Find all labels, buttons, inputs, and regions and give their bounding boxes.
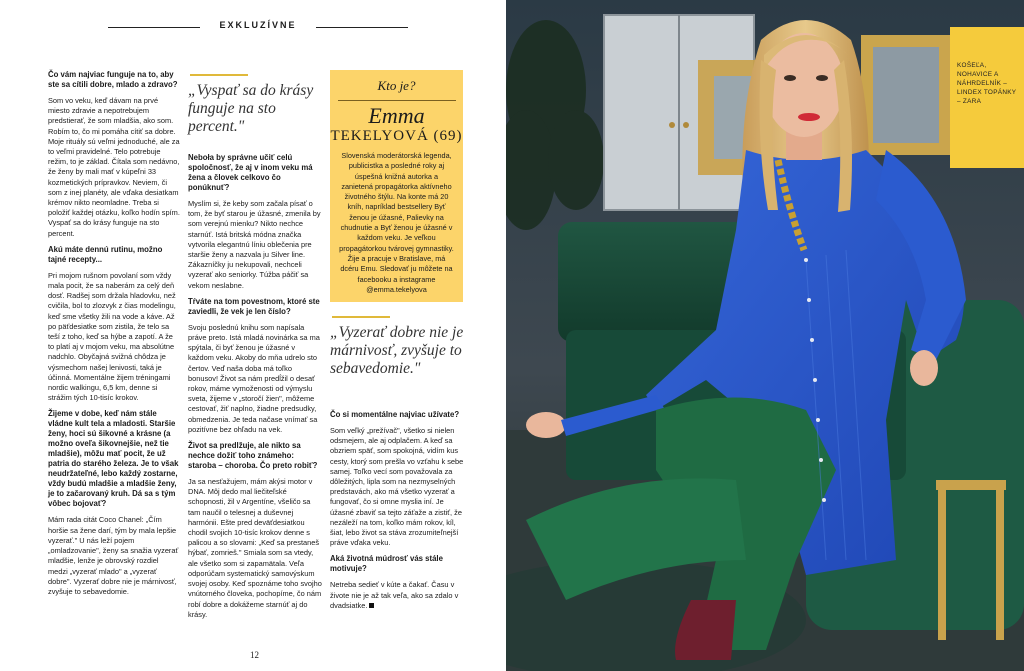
answer-text: Svoju poslednú knihu som napísala práve preto. Istá mladá novinárka sa ma spýtala, či byť ženou je úžasné v každom veku. Akoby do mňa udrelo sto čertov. Veď naša doba má toľko bonusov! Život sa nám predĺžil o desať rokov, máme vymoženosti od výmyslu sveta, žijeme v „storočí žien", môžeme cestovať, žiť naplno, žiadne predsudky, obmedzenia. Je teda načase vnímať sa pozitívne bez ohľadu na vek. (188, 322, 320, 434)
article-column-1 (48, 70, 180, 603)
quote-accent-bar (190, 74, 248, 76)
answer-text: Pri mojom rušnom povolaní som vždy mala pocit, že sa naberám za celý deň dosť. Radšej som držala hladovku, než cvičila, bol to zlozvyk z čias modelingu, keď sme všetky žili na vode a káve. Až po päťdesiatke som zistila, že telo sa teší z toho, keď sa hýbe a zapotí. A že to platí aj v mojom veku, ma absolútne nadchlo. Obyčajná svižná chôdza je výsmechom našej lenivosti, taká je účinná. Momentálne žijem tréningami nordic walkingu, 6,5 km, denne si strážim tých 10-tisíc krokov. (48, 270, 176, 403)
question-heading: Čo si momentálne najviac užívate? (330, 410, 460, 419)
profile-heading: Kto je? (377, 78, 416, 93)
question-heading: Aká životná múdrosť vás stále motivuje? (330, 554, 443, 574)
answer-text: Mám rada citát Coco Chanel: „Čím horšie sa žene darí, tým by mala lepšie vyzerať." U nás leží pojem „omladzovanie", ženy sa snažia vyzerať mladšie, lenže je obrovský rozdiel medzi „vyzerať mlado" a „vyzerať dobre". Vyzerať dobre nie je márnivosť, zvyšuje to sebavedomie. (48, 515, 179, 596)
answer-text: Ja sa nesťažujem, mám akýsi motor v DNA. Môj dedo mal liečiteľské schopnosti, žil v Argentíne, všeličo sa tam naučil o telesnej a duševnej harmónii. Ešte pred deväťdesiatkou chodil svojich 10-tisíc krokov denne s palicou a so slovami: „Keď sa prestaneš hýbať, zomrieš." Smiala som sa vtedy, ale všetko som si zapamätala. Veľa odporúčam systematický samovýskum svojej osoby. Keď spoznáme toho svojho vnútorného človeka, pochopíme, čo nám robí dobre a dokážeme starnúť aj do krásy. (188, 477, 322, 619)
answer-text: Som veľký „prežívač", všetko si nielen odsmejem, ale aj odplačem. A keď sa obzriem späť, som spokojná, vidím kus cesty, ktorý som prešla vo vzťahu k sebe samej. Toľko vecí som považovala za dôležitých, lipla som na nezmyselných predstavách, ako má všetko vyzerať a fungovať, čo si omne myslia iní. Je úžasné zbaviť sa tejto záťaže a zistiť, že nezáleží na tom, koľko mám rokov, kíl, šiat, lebo život sa stáva zrozumiteľnejší práve vďaka veku. (330, 426, 464, 548)
quote-accent-bar (332, 316, 390, 318)
profile-first-name: Emma (368, 103, 425, 128)
portrait-illustration (506, 0, 1024, 671)
photo-credit-text: KOŠEĽA, NOHAVICE A NÁHRDELNÍK – LINDEX TOPÁNKY – ZARA (957, 62, 1017, 105)
question-heading: Život sa predlžuje, ale nikto sa nechce dožiť toho známeho: staroba – choroba. Čo preto robiť? (188, 441, 318, 471)
answer-text: Som vo veku, keď dávam na prvé miesto zdravie a nepotrebujem predstierať, že som mladšia, ako som. Robím to, čo mi pomáha cítiť sa dobre. Moje rituály sú veľmi jednoduché, ale za to veľmi pravidelné. Telo potrebuje režim, to je základ. Čítala som nedávno, že ženy by mali mať v kúpeľni 33 kozmetických prípravkov. Neviem, či som z inej planéty, ale vďaka desiatkam krémov nikto neomladne. Treba si položiť každej otázku, koľko hodín spím. Vyspať sa do krásy funguje na sto percent. (48, 96, 180, 238)
pull-quote-1 (188, 74, 323, 136)
end-mark-icon (369, 603, 374, 608)
profile-bio: Slovenská moderátorská legenda, publicistka a posledné roky aj úspešná knižná autorka a zanietená propagátorka aktívneho životného štýlu. Na konte má 20 kníh, napríklad bestsellery Byť ženou je úžasné, Palievky na chudnutie a Byť ženou je úžasné v každom veku. Je veľkou propagátorkou tvárovej gymnastiky. Žije a pracuje v Bratislave, má dcéru Emu. Sledovať ju môžete na facebooku a instagrame @emma.tekelyova (339, 151, 454, 294)
question-heading: Neboła by správne učiť celú spoločnosť, že aj v inom veku má žena a človek celkovo čo ponúknuť? (188, 153, 313, 192)
question-heading: Akú máte dennú rutinu, možno tajné recepty... (48, 244, 163, 264)
answer-text: Myslím si, že keby som začala písať o tom, že byť starou je úžasné, zmenila by som verejnú mienku? Nikto nechce starnúť. Istá britská módna značka vytvorila elegantnú líniu oblečenia pre staršie ženy a nazvala ju Silver line. Zákazníčky ju nekupovali, nechceli vyzerať ako seniorky. Túžba páčiť sa vekom neslabne. (188, 199, 321, 290)
profile-box (330, 70, 463, 302)
pull-quote-text: „Vyzerať dobre nie je márnivosť, zvyšuje to sebavedomie." (330, 324, 464, 377)
pull-quote-text: „Vyspať sa do krásy funguje na sto percent." (188, 82, 314, 135)
magazine-left-page (0, 0, 506, 671)
answer-text (330, 580, 466, 611)
section-label: EXKLUZÍVNE (219, 20, 297, 30)
page-number: 12 (250, 650, 259, 660)
pull-quote-2 (330, 316, 468, 378)
section-header (108, 20, 408, 34)
profile-divider (338, 100, 456, 101)
answer-text-content: Netreba sedieť v kúte a čakať. Času v živote nie je až tak veľa, ako sa zdalo v dvadsiatke. (330, 580, 459, 610)
question-heading: Žijeme v dobe, keď nám stále vládne kult tela a mladosti. Staršie ženy, hoci sú šikovné a krásne (a možno oveľa šikovnejšie, než tie mladšie), môžu mať pocit, že už patria do starého železa. Je to však neudržateľné, lebo každý zostarne, vždy budú mladšie a mladšie ženy, je to začarovaný kruh. Dá sa s tým vôbec bojovať? (48, 409, 179, 509)
article-column-2 (188, 153, 322, 626)
question-heading: Tŕváte na tom povestnom, ktoré ste zaviedli, že vek je len číslo? (188, 296, 320, 316)
header-rule-right (316, 27, 408, 28)
portrait-photo (506, 0, 1024, 671)
photo-credit-box (950, 27, 1024, 168)
question-heading: Čo vám najviac funguje na to, aby ste sa cítili dobre, mlado a zdravo? (48, 70, 178, 89)
profile-last-name: TEKELYOVÁ (69) (330, 128, 463, 144)
article-column-3 (330, 410, 466, 617)
